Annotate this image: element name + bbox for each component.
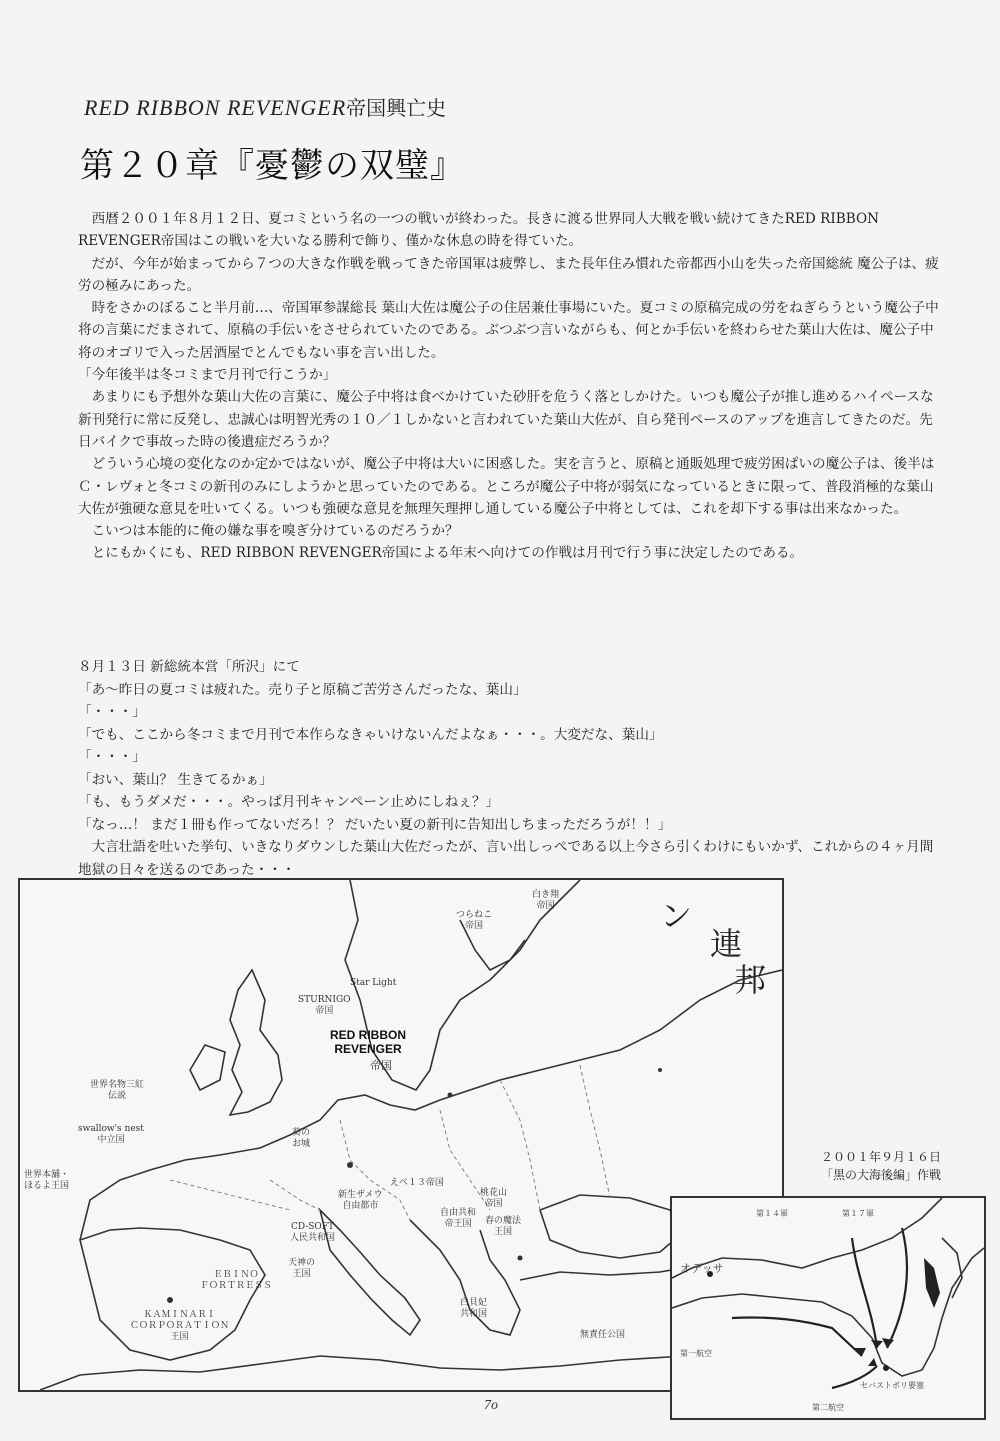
map-label-aoi: 葵の お城 bbox=[292, 1128, 311, 1149]
inset-label-17th-army: 第１７軍 bbox=[842, 1209, 874, 1218]
map-label-sturnigo: STURNIGO 帝国 bbox=[298, 995, 351, 1016]
map-label-momotaro: 桃花山 帝国 bbox=[480, 1188, 508, 1209]
map-label-ebisu: えべ１３帝国 bbox=[390, 1178, 444, 1188]
series-title bbox=[84, 92, 446, 121]
map-label-cd-soft: CD-SOFT 人民共和国 bbox=[290, 1222, 336, 1243]
dialogue-line: 「でも、ここから冬コミまで月刊で本作らなきゃいけないんだよなぁ・・・。大変だな、葉山」 bbox=[78, 726, 663, 743]
paragraph-quote: 「今年後半は冬コミまで月刊で行こうか」 bbox=[78, 367, 337, 384]
paragraph: どういう心境の変化なのか定かではないが、魔公子中将は大いに困惑した。実を言うと、原稿と通販処理で疲労困ぱいの魔公子は、後半はＣ・レヴォと冬コミの新刊のみにしようかと思っていたのである。ところが魔公子中将が弱気になっているときに限って、普段消極的な葉山大佐が強硬な意見を吐いてくる。いつも強硬な意見を無理矢理押し通している魔公子中将としては、これを却下する事は出来なかった。 bbox=[78, 456, 935, 517]
map-label-jiyu: 自由共和 帝王国 bbox=[440, 1208, 477, 1229]
inset-label-14th-army: 第１４軍 bbox=[756, 1209, 788, 1218]
map-label-swallow: swallow's nest 中立国 bbox=[78, 1124, 144, 1145]
paragraph: 西暦２００１年８月１２日、夏コミという名の一つの戦いが終わった。長きに渡る世界同人大戦を戦い続けてきたRED RIBBON REVENGER帝国はこの戦いを大いなる勝利で飾り、僅かな休息の時を得ていた。 bbox=[78, 211, 879, 250]
map-label-shinsei: 新生ザメウ 自由都市 bbox=[338, 1190, 383, 1211]
dialogue-line: 「なっ…！ まだ１冊も作ってないだろ！？ だいたい夏の新刊に告知出しちまっただろうが！！」 bbox=[78, 816, 672, 833]
map-label-rrr: RED RIBBON REVENGER bbox=[330, 1028, 407, 1056]
scene-section bbox=[78, 656, 946, 881]
map-label-soviet: 連 bbox=[710, 925, 743, 963]
series-title-text: RED RIBBON REVENGER bbox=[84, 95, 347, 120]
paragraph: だが、今年が始まってから７つの大きな作戦を戦ってきた帝国軍は疲弊し、また長年住み慣れた帝都西小山を失った帝国総統 魔公子は、疲労の極みにあった。 bbox=[78, 255, 939, 294]
paragraph: 時をさかのぼること半月前…、帝国軍参謀総長 葉山大佐は魔公子の住居兼仕事場にいた。夏コミの原稿完成の労をねぎらうという魔公子中将の言葉にだまされて、原稿の手伝いをさせられていたのである。ぶつぶつ言いながらも、何とか手伝いを終わらせた葉山大佐は、魔公子中将のオゴリで入った居酒屋でとんでもない事を言い出した。 bbox=[78, 300, 939, 361]
operation-name: 「黒の大海後編」作戦 bbox=[820, 1168, 941, 1182]
dialogue-line: 「も、もうダメだ・・・。やっぱ月刊キャンペーン止めにしねぇ？」 bbox=[78, 794, 500, 810]
dialogue-line: 「あ～昨日の夏コミは疲れた。売り子と原稿ご苦労さんだったな、葉山」 bbox=[78, 681, 527, 698]
map-label-tenjin: 天神の 王国 bbox=[288, 1258, 316, 1279]
inset-label-2nd-air: 第二航空 bbox=[812, 1403, 844, 1412]
map-label-soviet: 邦 bbox=[734, 961, 767, 999]
dialogue-line: 「・・・」 bbox=[78, 704, 146, 720]
scene-heading: ８月１３日 新総統本営「所沢」にて bbox=[78, 659, 300, 675]
inset-label-sevastopol: セバストポリ要塞 bbox=[860, 1381, 924, 1390]
map-label-kaminari: ＫＡＭＩＮＡＲＩ ＣＯＲＰＯＲＡＴＩＯＮ 王国 bbox=[130, 1310, 230, 1342]
map-label-sekai-aisaka: 世界本舗・ ほるよ王国 bbox=[24, 1170, 70, 1191]
scene-closing: 大言壮語を吐いた挙句、いきなりダウンした葉山大佐だったが、言い出しっぺである以上今さら引くわけにもいかず、これからの４ヶ月間地獄の日々を送るのであった・・・ bbox=[78, 839, 934, 878]
map-label-tsurineko: つらねこ 帝国 bbox=[456, 910, 493, 931]
crimea-inset-drawing bbox=[672, 1198, 984, 1418]
inset-label-1st-air: 第一航空 bbox=[680, 1349, 712, 1358]
map-label-sekaisho: 世界名物三紅 伝説 bbox=[90, 1080, 145, 1101]
operation-caption bbox=[786, 1148, 976, 1184]
series-subtitle: 帝国興亡史 bbox=[346, 96, 447, 120]
map-label-ebino: ＥＢＩＮＯ ＦＯＲＴＲＥＳＳ bbox=[200, 1270, 273, 1291]
map-label-haru: 春の魔法 王国 bbox=[485, 1216, 522, 1237]
map-label-starlight: Star Light bbox=[350, 978, 397, 988]
operation-date: ２００１年９月１６日 bbox=[820, 1150, 941, 1164]
crimea-inset-map bbox=[670, 1196, 986, 1420]
inset-label-odessa: オデッサ bbox=[680, 1262, 724, 1275]
dialogue-line: 「・・・」 bbox=[78, 749, 146, 765]
paragraph: あまりにも予想外な葉山大佐の言葉に、魔公子中将は食べかけていた砂肝を危うく落としかけた。いつも魔公子が推し進めるハイペースな新刊発行に常に反発し、忠誠心は明智光秀の１０／１しかないと言われていた葉山大佐が、自ら発刊ペースのアップを進言してきたのだ。先日バイクで事故った時の後遺症だろうか？ bbox=[78, 389, 934, 450]
chapter-title: 第２０章『憂鬱の双璧』 bbox=[80, 146, 465, 186]
page-number: 7o bbox=[484, 1398, 498, 1413]
dialogue-line: 「おい、葉山？ 生きてるかぁ」 bbox=[78, 771, 273, 788]
paragraph: こいつは本能的に俺の嫌な事を嗅ぎ分けているのだろうか？ bbox=[91, 523, 459, 540]
map-label-rrr-sub: 帝国 bbox=[370, 1059, 392, 1072]
map-label-mushokunin: 無責任公国 bbox=[580, 1330, 626, 1340]
map-label-shiro: 白貝妃 共和国 bbox=[460, 1298, 488, 1319]
map-label-shirokiri: 白き翔 帝国 bbox=[532, 890, 560, 911]
story-body bbox=[78, 208, 946, 565]
map-label-soviet: ン bbox=[660, 897, 693, 935]
paragraph: とにもかくにも、RED RIBBON REVENGER帝国による年末へ向けての作戦は月刊で行う事に決定したのである。 bbox=[91, 545, 804, 562]
